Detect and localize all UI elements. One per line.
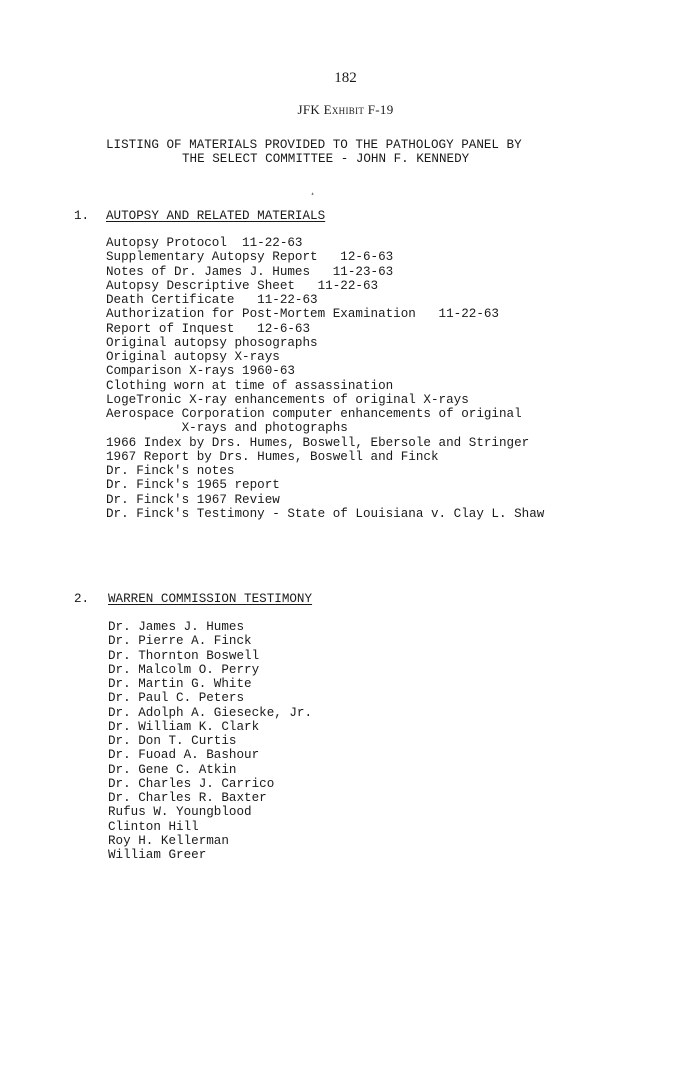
section-number: 2.	[74, 592, 90, 606]
list-item: Authorization for Post-Mortem Examination 11-22-63	[106, 307, 499, 322]
materials-list	[106, 236, 544, 521]
list-item: Autopsy Descriptive Sheet 11-22-63	[106, 278, 379, 293]
list-item: Aerospace Corporation computer enhancements of original	[106, 407, 522, 421]
exhibit-word: Exhibit	[323, 102, 365, 117]
list-item: 1966 Index by Drs. Humes, Boswell, Ebersole and Stringer	[106, 435, 530, 450]
list-item: Dr. James J. Humes	[108, 620, 245, 634]
section-number: 1.	[74, 209, 90, 223]
list-item: Dr. William K. Clark	[108, 719, 260, 734]
page-number: 182	[334, 70, 357, 86]
document-heading-line-2: THE SELECT COMMITTEE - JOHN F. KENNEDY	[182, 152, 470, 166]
exhibit-number: F-19	[364, 102, 394, 117]
list-item: Clothing worn at time of assassination	[106, 378, 394, 393]
list-item: Dr. Finck's Testimony - State of Louisiana v. Clay L. Shaw	[106, 506, 545, 521]
list-item: Autopsy Protocol 11-22-63	[106, 236, 303, 250]
list-item: Dr. Don T. Curtis	[108, 734, 237, 748]
list-item: Dr. Malcolm O. Perry	[108, 662, 260, 677]
list-item: Clinton Hill	[108, 819, 199, 834]
list-item: Dr. Thornton Boswell	[108, 648, 260, 663]
list-item: X-rays and photographs	[106, 421, 348, 436]
list-item: William Greer	[108, 848, 207, 862]
list-item: Dr. Fuoad A. Bashour	[108, 748, 260, 763]
list-item: 1967 Report by Drs. Humes, Boswell and Finck	[106, 449, 439, 464]
testimony-list	[108, 620, 312, 862]
list-item: Original autopsy phosographs	[106, 335, 318, 350]
list-item: Rufus W. Youngblood	[108, 805, 252, 820]
list-item: Dr. Finck's notes	[106, 464, 235, 478]
list-item: Dr. Finck's 1965 report	[106, 478, 280, 493]
list-item: Dr. Pierre A. Finck	[108, 634, 252, 649]
list-item: Dr. Charles J. Carrico	[108, 776, 275, 791]
list-item: Dr. Martin G. White	[108, 677, 252, 691]
section-title: AUTOPSY AND RELATED MATERIALS	[106, 209, 326, 223]
exhibit-prefix: JFK	[297, 102, 324, 117]
list-item: Dr. Charles R. Baxter	[108, 791, 267, 805]
exhibit-title	[0, 102, 691, 118]
list-item: Original autopsy X-rays	[106, 350, 280, 364]
document-heading-line-1: LISTING OF MATERIALS PROVIDED TO THE PATHOLOGY PANEL BY	[106, 138, 522, 152]
list-item: Dr. Finck's 1967 Review	[106, 492, 280, 507]
list-item: Notes of Dr. James J. Humes 11-23-63	[106, 264, 394, 279]
section-title: WARREN COMMISSION TESTIMONY	[108, 592, 313, 606]
list-item: Report of Inquest 12-6-63	[106, 321, 311, 336]
list-item: Supplementary Autopsy Report 12-6-63	[106, 250, 394, 265]
list-item: Dr. Paul C. Peters	[108, 691, 245, 706]
list-item: Roy H. Kellerman	[108, 833, 229, 848]
stray-mark: ¸	[311, 186, 318, 197]
list-item: LogeTronic X-ray enhancements of original X-rays	[106, 392, 469, 407]
list-item: Dr. Adolph A. Giesecke, Jr.	[108, 705, 313, 720]
list-item: Death Certificate 11-22-63	[106, 293, 318, 307]
list-item: Dr. Gene C. Atkin	[108, 762, 237, 777]
list-item: Comparison X-rays 1960-63	[106, 364, 295, 379]
